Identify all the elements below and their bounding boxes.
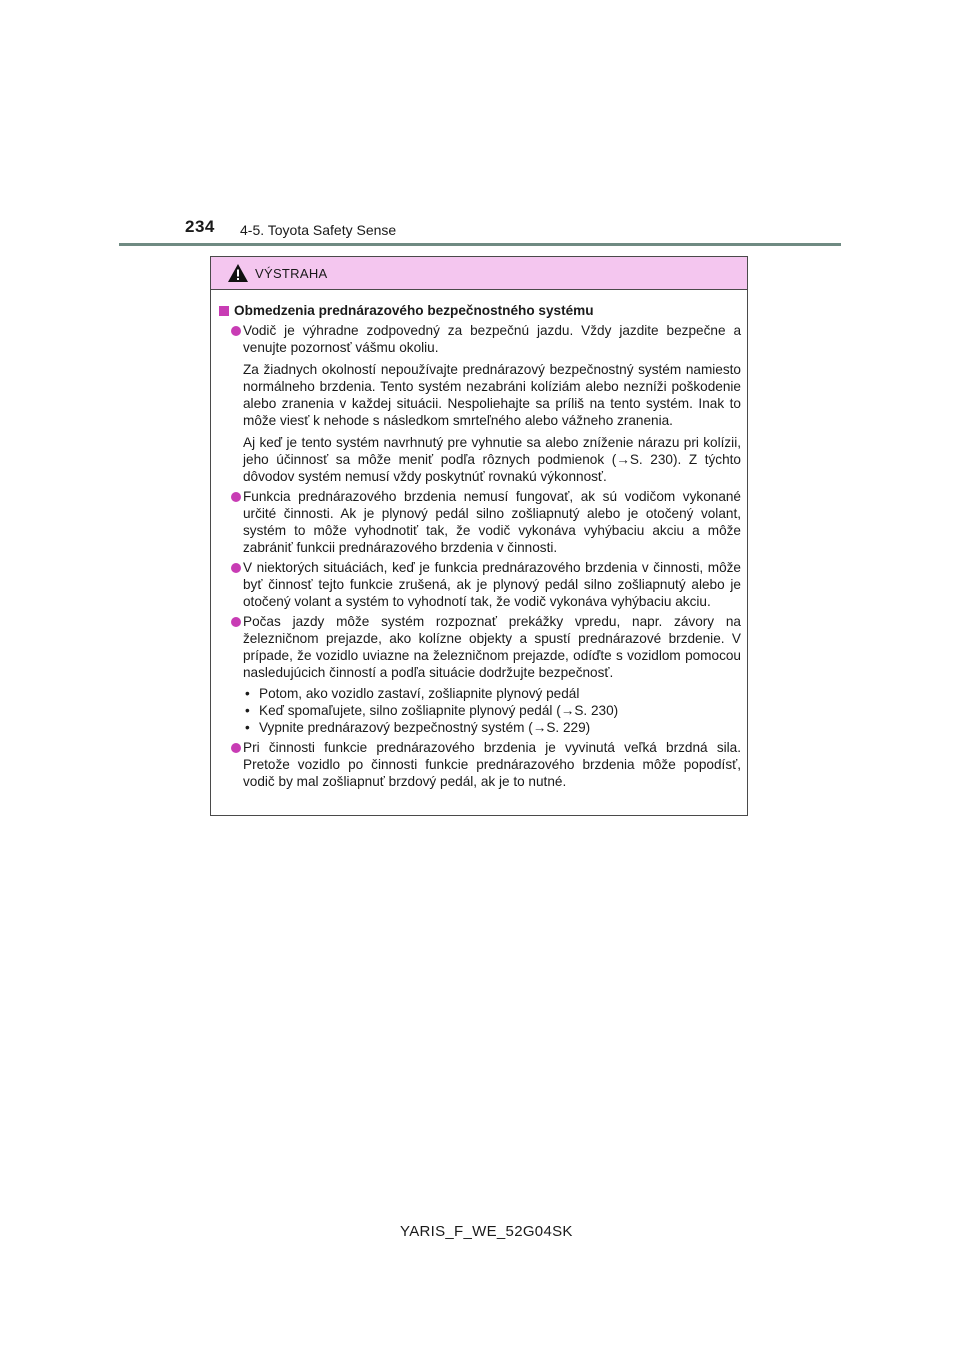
sub-list-item-text: Keď spomaľujete, silno zošliapnite plynový pedál (→S. 230)	[259, 703, 619, 718]
list-item-text: V niektorých situáciách, keď je funkcia prednárazového brzdenia v činnosti, môže byť činnosť tejto funkcie zrušená, ak je plynový pedál silno zošliapnutý alebo je otočený volant a systém to vyhodnotí tak, že vodič vykonáva vyhýbaciu akciu.	[243, 560, 741, 609]
warning-box	[210, 256, 748, 816]
list-item-text: Vodič je výhradne zodpovedný za bezpečnú jazdu. Vždy jazdite bezpečne a venujte pozornosť vášmu okoliu.	[243, 323, 741, 355]
sub-list	[219, 685, 741, 736]
circle-bullet-icon	[231, 743, 241, 753]
warning-triangle-icon	[227, 263, 249, 283]
sub-list-item-text: Vypnite prednárazový bezpečnostný systém (→S. 229)	[259, 720, 591, 735]
sub-list-item-text: Potom, ako vozidlo zastaví, zošliapnite plynový pedál	[259, 686, 580, 701]
sub-list-item	[219, 719, 741, 736]
warning-header	[211, 257, 747, 290]
sub-bullet: •	[245, 720, 250, 735]
list-item	[219, 488, 741, 556]
circle-bullet-icon	[231, 617, 241, 627]
warning-body	[211, 290, 747, 790]
sub-list-item	[219, 685, 741, 702]
list-item-text: Pri činnosti funkcie prednárazového brzdenia je vyvinutá veľká brzdná sila. Pretože vozidlo po činnosti funkcie prednárazového brzdenia môže popodísť, vodič by mal zošliapnuť brzdový pedál, ak je to nutné.	[243, 740, 741, 789]
list-item	[219, 559, 741, 610]
section-title: 4-5. Toyota Safety Sense	[240, 222, 397, 238]
warning-topic	[219, 302, 741, 319]
circle-bullet-icon	[231, 326, 241, 336]
list-item	[219, 613, 741, 681]
sub-list-item	[219, 702, 741, 719]
header-rule	[119, 243, 841, 246]
list-item-text: Počas jazdy môže systém rozpoznať prekážky vpredu, napr. závory na železničnom prejazde, ako kolízne objekty a spustí prednárazové brzdenie. V prípade, že vozidlo uviazne na železničnom prejazde, odíďte s vozidlom pomocou nasledujúcich činností a podľa situácie dodržujte bezpečnosť.	[243, 614, 741, 680]
list-item-text: Funkcia prednárazového brzdenia nemusí fungovať, ak sú vodičom vykonané určité činnosti. Ak je plynový pedál silno zošliapnutý alebo je otočený volant, systém to môže vyhodnotiť tak, že vodič vykonáva vyhýbaciu akciu a môže zabrániť funkcii prednárazového brzdenia v činnosti.	[243, 489, 741, 555]
circle-bullet-icon	[231, 563, 241, 573]
page-number: 234	[185, 217, 215, 236]
list-item-paragraph: Aj keď je tento systém navrhnutý pre vyhnutie sa alebo zníženie nárazu pri kolízii, jeho účinnosť sa môže meniť podľa rôznych podmienok (→S. 230). Z týchto dôvodov systém nemusí vždy poskytnúť rovnakú výkonnosť.	[243, 435, 741, 484]
circle-bullet-icon	[231, 492, 241, 502]
document-code: YARIS_F_WE_52G04SK	[400, 1223, 573, 1240]
list-item-paragraph: Za žiadnych okolností nepoužívajte prednárazový bezpečnostný systém namiesto normálneho brzdenia. Tento systém nezabráni kolíziám alebo nezníži poškodenie alebo zranenia v každej situácii. Nespoliehajte sa príliš na tento systém. Inak to môže viesť k nehode s následkom smrteľného alebo vážneho zranenia.	[243, 362, 741, 428]
sub-bullet: •	[245, 703, 250, 718]
list-item	[219, 322, 741, 356]
warning-topic-text: Obmedzenia prednárazového bezpečnostného systému	[234, 303, 594, 318]
list-item	[219, 739, 741, 790]
square-bullet-icon	[219, 306, 229, 316]
sub-bullet: •	[245, 686, 250, 701]
warning-label: VÝSTRAHA	[255, 265, 328, 281]
